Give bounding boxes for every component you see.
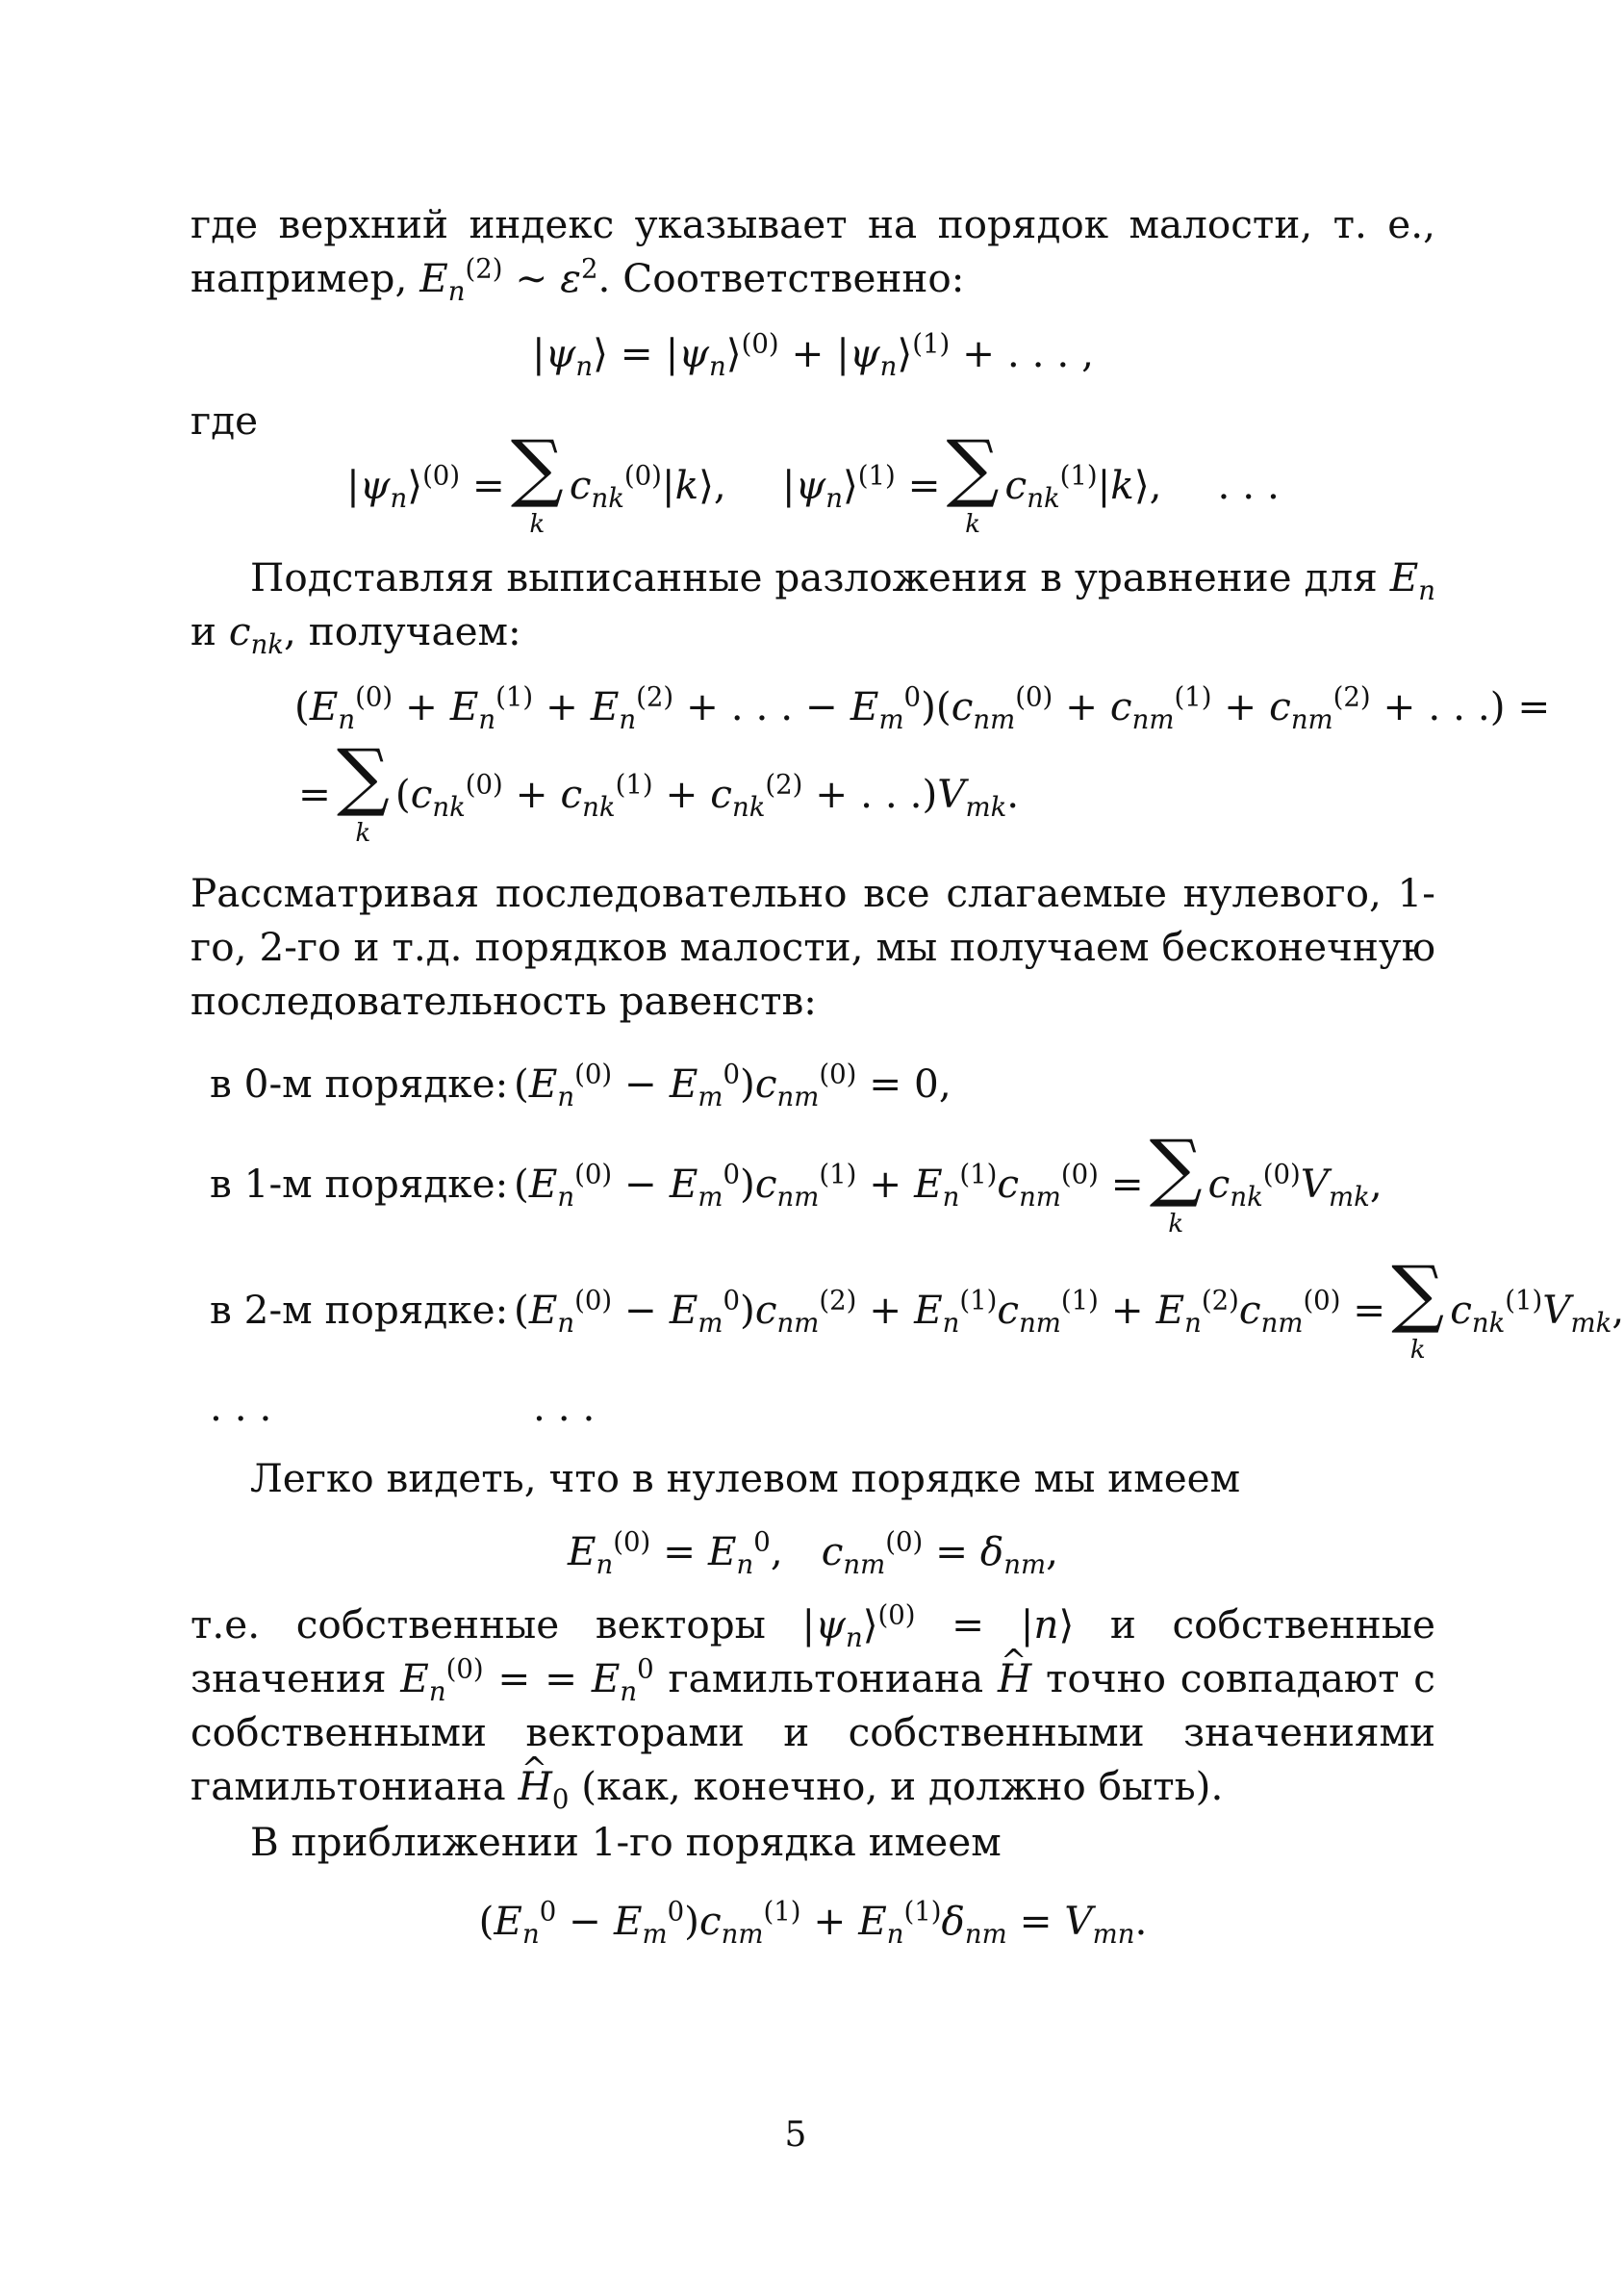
equation-psi1-lhs: $|\psi_n⟩^{(1)}$ =: [781, 460, 941, 514]
sum-symbol: ∑: [510, 425, 564, 511]
sum-symbol: ∑: [1149, 1124, 1203, 1211]
order-formula: $(E_n^{(0)} - E_m^0)c_{nm}^{(0)} = 0$,: [514, 1059, 952, 1112]
equation-expansion-line2: [190, 734, 1435, 849]
equation-psi0-lhs: $|\psi_n⟩^{(0)}$ =: [346, 460, 505, 514]
order-formula: $(E_n^{(0)} - E_m^0)c_{nm}^{(1)} + E_n^{(1)}c_{nm}^{(0)}$ =: [514, 1159, 1144, 1214]
order-formula-tail: $c_{nk}^{(1)}V_{mk}$,: [1450, 1285, 1624, 1340]
paragraph-intro: где верхний индекс указывает на порядок малости, т. е., например, $E_n^{(2)}$ ∼ $\varepsilon^2$. Соответственно:: [190, 201, 1435, 308]
equation-expansion-line1-text: ($E_n^{(0)} + E_n^{(1)} + E_n^{(2)}$ + . . . − $E_m^0)(c_{nm}^{(0)} + c_{nm}^{(1)} + c_{nm}^{(2)}$ + . . .) =: [294, 681, 1551, 736]
sum-index: k: [529, 509, 546, 539]
ellipsis-right: . . .: [533, 1384, 596, 1431]
equation-first-order: [190, 1894, 1435, 1951]
sum-symbol: ∑: [336, 734, 390, 821]
order-ellipsis-row: [190, 1380, 1435, 1434]
equation-psi-components: [190, 425, 1435, 539]
sum-operator: [510, 425, 564, 539]
equation-zero-order: [190, 1524, 1435, 1581]
order-equations: [190, 1057, 1624, 1435]
order-row-1: [190, 1124, 1435, 1239]
sum-symbol: ∑: [946, 425, 1000, 511]
page-body: [190, 197, 1624, 1951]
order-label: в 0-м порядке:: [210, 1060, 509, 1107]
equation-zero-order-energy: $E_n^{(0)} = E_n^0$,: [567, 1526, 783, 1581]
sum-index: k: [1168, 1209, 1184, 1239]
equation-dots: . . .: [1217, 461, 1280, 508]
order-label: в 1-м порядке:: [210, 1161, 509, 1208]
sum-index: k: [355, 819, 371, 849]
equation-psi-expansion-text: $|\psi_n⟩$ = $|\psi_n⟩^{(0)}$ + $|\psi_n⟩^{(1)}$ + . . . ,: [531, 328, 1095, 383]
equation-expansion-line2-lhs: =: [298, 770, 331, 817]
paragraph-eigenvectors: т.е. собственные векторы $|\psi_n⟩^{(0)}$ = |n⟩ и собственные значения $E_n^{(0)}$ = = $E_n^0$ гамильтониана ^ H точно совпадают с собственными векторами и собственными значениями гамильтониана ^ $H_0$ (как, конечно, и должно быть).: [190, 1597, 1435, 1813]
paragraph-considering: Рассматривая последовательно все слагаемые нулевого, 1-го, 2-го и т.д. порядков малости, мы получаем бесконечную последовательность равенств:: [190, 869, 1435, 1024]
paragraph-where: где: [190, 397, 259, 444]
sum-operator: [1391, 1250, 1445, 1365]
equation-psi0-rhs: $c_{nk}^{(0)}|k⟩$,: [569, 460, 726, 514]
equation-zero-order-coeff: $c_{nm}^{(0)} = \delta_{nm}$,: [821, 1526, 1059, 1581]
sum-symbol: ∑: [1391, 1250, 1445, 1337]
sum-index: k: [965, 509, 981, 539]
order-row-0: [190, 1057, 1435, 1111]
order-label: в 2-м порядке:: [210, 1287, 509, 1334]
order-formula: $(E_n^{(0)} - E_m^0)c_{nm}^{(2)} + E_n^{(1)}c_{nm}^{(1)} + E_n^{(2)}c_{nm}^{(0)}$ =: [514, 1285, 1386, 1340]
order-row-2: [190, 1250, 1624, 1365]
sum-operator: [1149, 1124, 1203, 1239]
order-formula-tail: $c_{nk}^{(0)}V_{mk}$,: [1207, 1159, 1383, 1214]
sum-index: k: [1409, 1335, 1426, 1365]
paragraph-first-order: В приближении 1-го порядка имеем: [250, 1819, 1002, 1866]
equation-expansion-line1: [190, 679, 1551, 736]
ellipsis-left: . . .: [210, 1384, 272, 1431]
equation-first-order-text: $(E_n^0 - E_m^0)c_{nm}^{(1)} + E_n^{(1)}\delta_{nm} = V_{mn}$.: [478, 1896, 1148, 1951]
equation-psi-expansion: [190, 326, 1435, 383]
sum-operator: [946, 425, 1000, 539]
sum-operator: [336, 734, 390, 849]
equation-psi1-rhs: $c_{nk}^{(1)}|k⟩$,: [1004, 460, 1162, 514]
page-number: 5: [784, 2115, 807, 2155]
equation-expansion-line2-rhs: ($c_{nk}^{(0)} + c_{nk}^{(1)} + c_{nk}^{(2)}$ + . . $.)V_{mk}$.: [394, 769, 1020, 824]
paragraph-easy-to-see: Легко видеть, что в нулевом порядке мы имеем: [250, 1455, 1241, 1502]
paragraph-substituting: Подставляя выписанные разложения в уравнение для $E_n$ и $c_{nk}$, получаем:: [190, 554, 1435, 661]
